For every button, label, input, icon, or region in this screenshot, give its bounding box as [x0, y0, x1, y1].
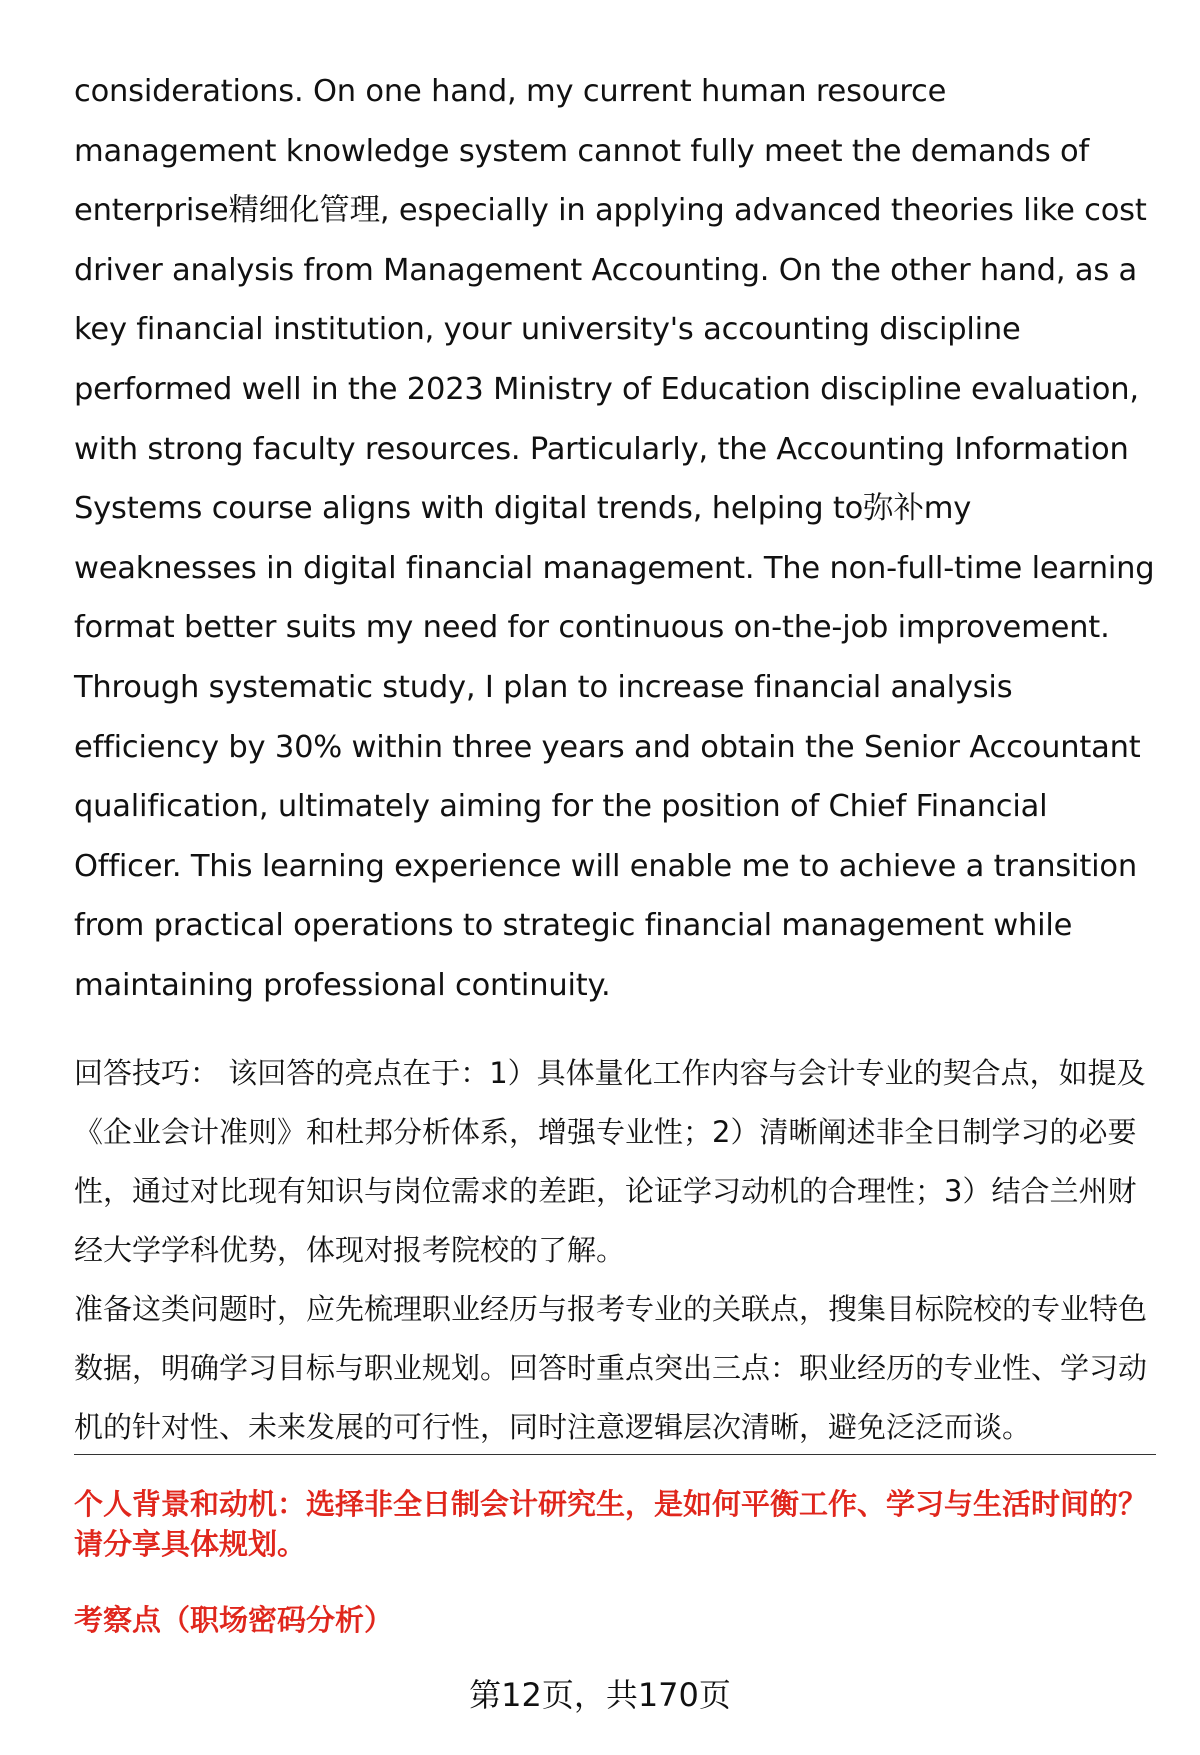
- page-indicator: 第12页，共170页: [469, 1676, 731, 1714]
- answer-tips-section: [74, 1044, 1156, 1457]
- english-answer-paragraph: considerations. On one hand, my current human resource management knowledge system cannot fully meet the demands of enterprise精细化管理, especially in applying advanced theories like cost driver analysis from Management Accounting. On the other hand, as a key financial institution, your university's accounting discipline performed well in the 2023 Ministry of Education discipline evaluation, with strong faculty resources. Particularly, the Accounting Information Systems course aligns with digital trends, helping to弥补my weaknesses in digital financial management. The non-full-time learning format better suits my need for continuous on-the-job improvement. Through systematic study, I plan to increase financial analysis efficiency by 30% within three years and obtain the Senior Accountant qualification, ultimately aiming for the position of Chief Financial Officer. This learning experience will enable me to achieve a transition from practical operations to strategic financial management while maintaining professional continuity.: [74, 74, 1155, 1003]
- next-question-title: 个人背景和动机：选择非全日制会计研究生，是如何平衡工作、学习与生活时间的？请分享具体规划。: [74, 1487, 1148, 1561]
- preparation-paragraph: 准备这类问题时，应先梳理职业经历与报考专业的关联点，搜集目标院校的专业特色数据，明确学习目标与职业规划。回答时重点突出三点：职业经历的专业性、学习动机的针对性、未来发展的可行性，同时注意逻辑层次清晰，避免泛泛而谈。: [74, 1291, 1148, 1444]
- document-body: [74, 62, 1156, 1457]
- tips-paragraph: 回答技巧： 该回答的亮点在于：1）具体量化工作内容与会计专业的契合点，如提及《企业会计准则》和杜邦分析体系，增强专业性；2）清晰阐述非全日制学习的必要性，通过对比现有知识与岗位需求的差距，论证学习动机的合理性；3）结合兰州财经大学学科优势，体现对报考院校的了解。: [74, 1055, 1146, 1267]
- assessment-point-heading: 考察点（职场密码分析）: [74, 1603, 394, 1637]
- section-divider: [74, 1454, 1156, 1455]
